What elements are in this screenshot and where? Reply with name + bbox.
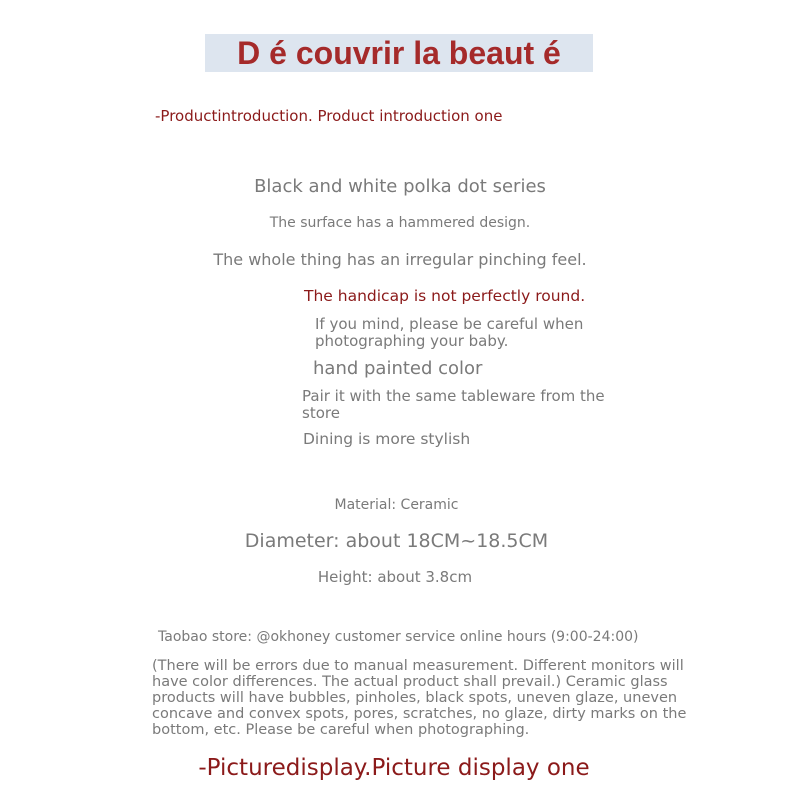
height-spec: Height: about 3.8cm: [317, 568, 473, 586]
handicap-text: The handicap is not perfectly round.: [304, 287, 586, 305]
dining-text: Dining is more stylish: [303, 430, 471, 448]
pairing-text: Pair it with the same tableware from the store: [302, 387, 605, 422]
diameter-spec: Diameter: about 18CM~18.5CM: [244, 530, 549, 552]
irregular-text: The whole thing has an irregular pinching feel.: [213, 250, 587, 269]
material-spec: Material: Ceramic: [334, 497, 459, 513]
series-text: Black and white polka dot series: [254, 176, 546, 197]
section-heading-picture-display: -Picturedisplay.Picture display one: [198, 755, 590, 781]
hand-painted-text: hand painted color: [313, 358, 483, 379]
page-title: D é couvrir la beaut é: [205, 34, 593, 72]
section-heading-product-introduction: -Productintroduction. Product introduction one: [155, 107, 503, 125]
care-note-text: If you mind, please be careful when photographing your baby.: [315, 315, 584, 350]
store-info: Taobao store: @okhoney customer service online hours (9:00-24:00): [158, 629, 639, 645]
disclaimer-text: (There will be errors due to manual measurement. Different monitors will have color differences. The actual product shall prevail.) Ceramic glass products will have bubbles, pinholes, black spots, uneven glaze, uneven concave and convex spots, pores, scratches, no glaze, dirty marks on the bottom, etc. Please be careful when photographing.: [152, 658, 687, 738]
surface-text: The surface has a hammered design.: [269, 215, 531, 231]
